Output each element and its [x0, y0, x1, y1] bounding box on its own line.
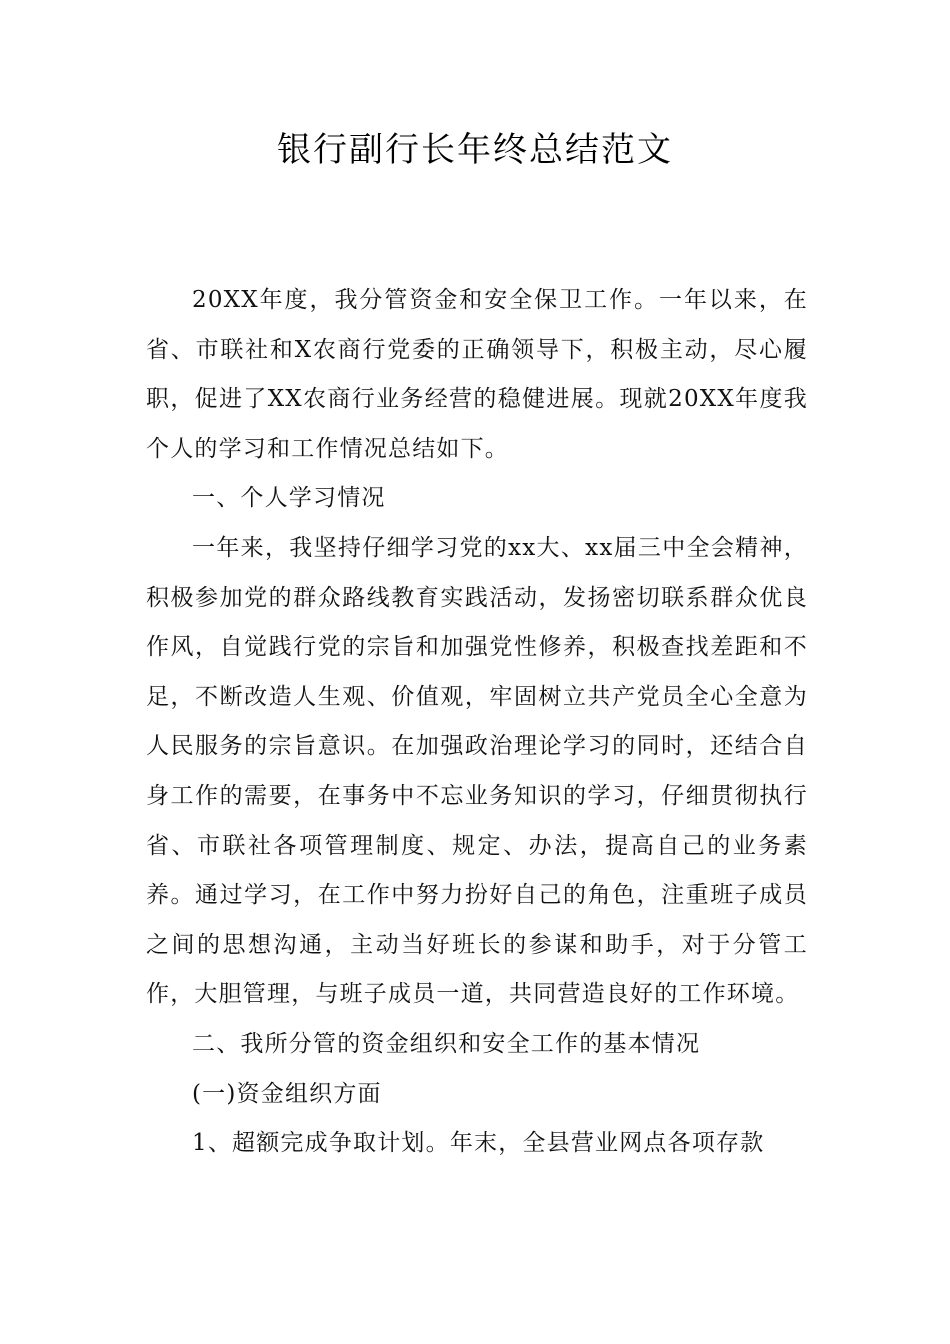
funds-item-1-paragraph: 1、超额完成争取计划。年末，全县营业网点各项存款 — [192, 1130, 765, 1157]
personal-study-paragraph: 一年来，我坚持仔细学习党的xx大、xx届三中全会精神，积极参加党的群众路线教育实践活动，发扬密切联系群众优良作风，自觉践行党的宗旨和加强党性修养，积极查找差距和不足，不断改造人生观、价值观，牢固树立共产党员全心全意为人民服务的宗旨意识。在加强政治理论学习的同时，还结合自身工作的需要，在事务中不忘业务知识的学习，仔细贯彻执行省、市联社各项管理制度、规定、办法，提高自己的业务素养。通过学习，在工作中努力扮好自己的角色，注重班子成员之间的思想沟通，主动当好班长的参谋和助手，对于分管工作，大胆管理，与班子成员一道，共同营造良好的工作环境。 — [146, 534, 808, 1008]
section-heading-personal-study: 一、个人学习情况 — [192, 485, 386, 512]
intro-paragraph: 20XX年度，我分管资金和安全保卫工作。一年以来，在省、市联社和X农商行党委的正确领导下，积极主动，尽心履职，促进了XX农商行业务经营的稳健进展。现就20XX年度我个人的学习和工作情况总结如下。 — [146, 287, 808, 462]
document-body — [146, 276, 808, 1169]
section-heading-work-overview: 二、我所分管的资金组织和安全工作的基本情况 — [192, 1030, 701, 1057]
subsection-heading-funds: (一)资金组织方面 — [192, 1080, 382, 1107]
document-title: 银行副行长年终总结范文 — [277, 130, 673, 170]
